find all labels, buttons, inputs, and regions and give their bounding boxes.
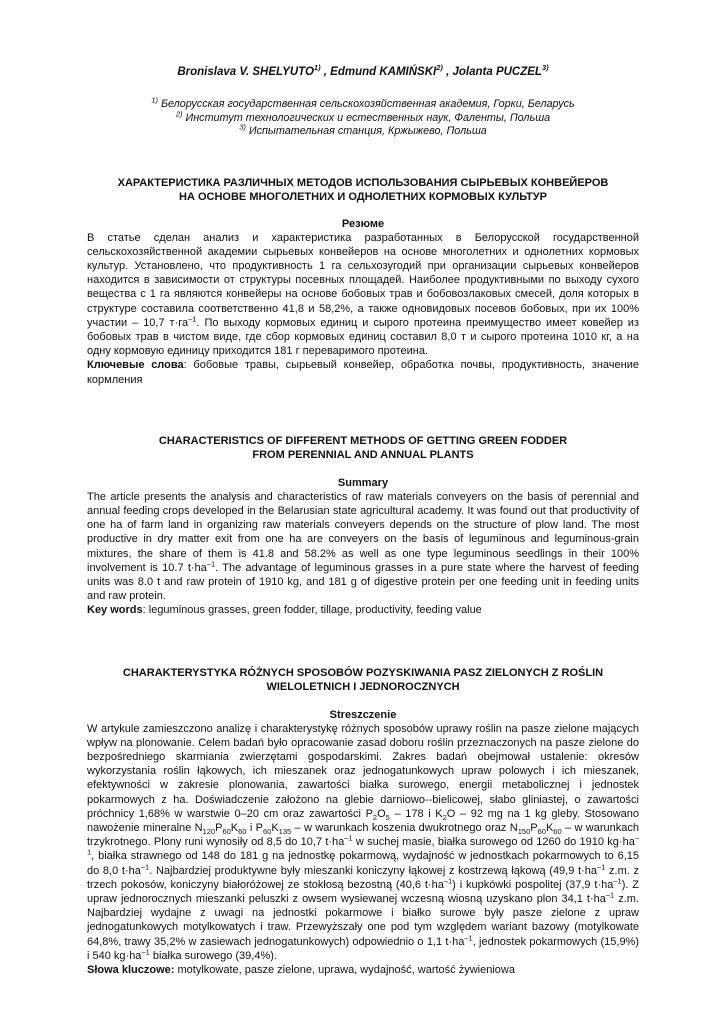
- russian-abstract-text: В статье сделан анализ и характеристика разработанных в Белорусской государственной сельскохозяйственной академии сырьевых конвейеров на основе многолетних и однолетних кормовых культур. Установлено, что продуктивность 1 га сельхозугодий при организации сырьевых конвейеров находится в зависимости от структуры посевных площадей. Наиболее продуктивными по выходу сухого вещества с 1 га являются конвейеры на основе бобовых трав и бобовозлаковых смесей, доля которых в структуре составила соответственно 41,8 и 58,2%, а также одновидовых посевов бобовых, при их 100% участии – 10,7 $т\cdot га^{-1}$. По выходу кормовых единиц и сырого протеина преимущество имеет ковейер из бобовых трав в чистом виде, где сбор кормовых единиц составил 8,0 т и сырого протеина 1010 кг, а на одну кормовую единицу приходится 181 г переваримого протеина.: [87, 231, 639, 358]
- author-3: Jolanta PUCZEL: [452, 66, 542, 78]
- russian-keywords: Ключевые слова: бобовые травы, сырьевый конвейер, обработка почвы, продуктивность, значение кормления: [87, 359, 639, 386]
- author-2: Edmund KAMIŃSKI: [330, 66, 437, 78]
- author-list: [87, 63, 639, 84]
- keywords-label: Słowa kluczowe:: [87, 964, 175, 977]
- polish-keywords: Słowa kluczowe: motylkowate, pasze zielone, uprawa, wydajność, wartość żywieniowa: [87, 964, 515, 977]
- affiliation-2: $^{2)}$ Институт технологических и естественных наук, Фаленты, Польша: [175, 108, 551, 124]
- russian-title: ХАРАКТЕРИСТИКА РАЗЛИЧНЫХ МЕТОДОВ ИСПОЛЬЗОВАНИЯ СЫРЬЕВЫХ КОНВЕЙЕРОВ НА ОСНОВЕ МНОГОЛЕТНИХ И ОДНОЛЕТНИХ КОРМОВЫХ КУЛЬТУР: [117, 176, 609, 203]
- russian-abstract-heading: Резюме: [341, 217, 385, 230]
- author-2-affil-mark: 2): [436, 63, 443, 73]
- keywords-label: Key words: [87, 604, 143, 617]
- polish-abstract-text: W artykule zamieszczono analizę i charakterystykę różnych sposobów uprawy roślin na pasze zielone mających wpływ na plonowanie. Celem badań było opracowanie zasad doboru roślin przeznaczonych na pasze zielone do bezpośredniego skarmiania zwierzętami gospodarskimi. Zakres badań obejmował ustalenie: okresów wykorzystania roślin łąkowych, ich mieszanek oraz jednogatunkowych upraw polowych i ich mieszanek, efektywności w zakresie plonowania, zawartości białka surowego, energii metabolicznej i jednostek pokarmowych z ha. Doświadczenie założono na glebie darniowo--bielicowej, słabo gliniastej, o zawartości próchnicy 1,68% w warstwie 0–20 cm oraz zawartości $P_2O_5 - 178$ i $K_2O - 92$ mg na 1 kg gleby. Stosowano nawożenie mineralne $N_{120}P_{60}K_{60}$ i $P_{60}K_{135}$ – w warunkach koszenia dwukrotnego oraz $N_{150}P_{60}K_{60}$ – w warunkach trzykrotnego. Plony runi wynosiły od 8,5 do 10,7 $t\cdot ha^{-1}$ w suchej masie, białka surowego od 1260 do 1910 $kg\cdot ha^{-1}$, białka strawnego od 148 do 181 g na jednostkę pokarmową, wydajność w jednostkach pokarmowych to 6,15 do 8,0 $t\cdot ha^{-1}$. Najbardziej produktywne były mieszanki koniczyny łąkowej z kostrzewą łąkową (49,9 $t\cdot ha^{-1}$ z.m. z trzech pokosów, koniczyny białoróżowej ze stokłosą bezostną (40,6 $t\cdot ha^{-1}$) i kupkówki pospolitej (37,9 $t\cdot ha^{-1}$). Z upraw jednorocznych mieszanki peluszki z owsem wysiewanej wczesną wiosną uzyskano plon 34,1 $t\cdot ha^{-1}$ z.m. Najbardziej wydajne z uwagi na jednostki pokarmowe i białko surowe były pasze zielone z upraw jednogatunkowych motylkowatych i traw. Przewyższały one pod tym względem wariant bazowy (motylkowate 64,8%, trawy 35,2% w zasiewach jednogatunkowych) odpowiednio o 1,1 $t\cdot ha^{-1}$, jednostek pokarmowych (15,9%) i 540 $kg\cdot ha^{-1}$ białka surowego (39,4%).: [87, 722, 640, 962]
- english-title: CHARACTERISTICS OF DIFFERENT METHODS OF GETTING GREEN FODDER FROM PERENNIAL AND ANNUAL PLANTS: [158, 434, 568, 461]
- keywords-label: Ключевые слова: [87, 359, 184, 372]
- polish-abstract-heading: Streszczenie: [329, 708, 397, 721]
- affiliation-3: $^{3)}$ Испытательная станция, Кржыжево, Польша: [239, 122, 487, 137]
- english-summary-text: The article presents the analysis and characteristics of raw materials conveyers on the basis of perennial and annual feeding crops developed in the Belarusian state agricultural academy. It was found out that productivity of one ha of farm land in organizing raw materials conveyers depends on the structure of plow land. The most productive in dry matter exit from one ha are conveyers on the basis of leguminous and leguminous-grain mixtures, the share of them is 41.8 and 58.2% as well as one type leguminous seedlings in their 100% involvement is 10.7 $t\cdot ha^{-1}$. The advantage of leguminous grasses in a pure state where the harvest of feeding units was 8.0 t and raw protein of 1910 kg, and 181 g of digestive protein per one feeding unit in feeding units and raw protein.: [87, 490, 639, 603]
- author-1-affil-mark: 1): [313, 63, 321, 73]
- paper-page: [87, 64, 639, 977]
- polish-title: CHARAKTERYSTYKA RÓŻNYCH SPOSOBÓW POZYSKIWANIA PASZ ZIELONYCH Z ROŚLIN WIELOLETNICH I JEDNOROCZNYCH: [122, 666, 604, 693]
- author-separator: ,: [320, 66, 331, 78]
- affiliation-1: $^{1)}$ Белорусская государственная сельскохозяйственная академия, Горки, Беларусь: [151, 95, 575, 110]
- english-summary-heading: Summary: [337, 476, 389, 489]
- author-1: Bronislava V. SHELYUTO: [177, 66, 314, 78]
- author-separator: ,: [442, 66, 453, 78]
- english-keywords: Key words: leguminous grasses, green fodder, tillage, productivity, feeding value: [87, 604, 482, 617]
- author-3-affil-mark: 3): [541, 63, 549, 73]
- affiliation-list: [87, 95, 639, 139]
